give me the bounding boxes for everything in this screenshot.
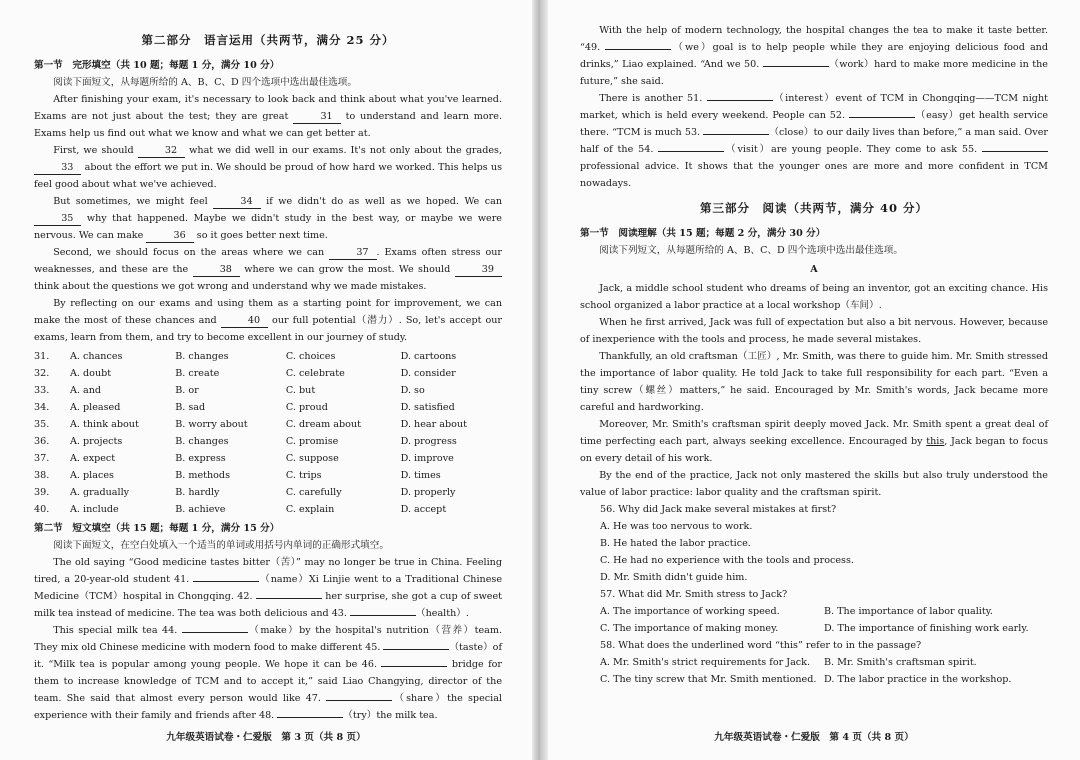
blank-54	[658, 151, 724, 152]
option-a[interactable]: A. include	[70, 504, 119, 515]
blank-42	[256, 598, 322, 599]
reading-paragraph-1: Jack, a middle school student who dreams of being an inventor, got an exciting chance. His school organized a labor practice at a local workshop（车间）.	[580, 283, 1048, 311]
option-c[interactable]: C. trips	[285, 470, 322, 481]
option-a[interactable]: A. projects	[70, 436, 123, 447]
q58-options-row-2	[580, 671, 1048, 688]
q57-options-row-2	[580, 620, 1048, 637]
option-number: 37.	[34, 453, 50, 464]
blank-36: 36	[146, 229, 193, 243]
option-row	[34, 416, 502, 433]
cloze-instruction: 阅读下面短文，从每题所给的 A、B、C、D 四个选项中选出最佳选项。	[53, 77, 357, 88]
option-b[interactable]: B. or	[175, 385, 199, 396]
reading-section-title: 第一节 阅读理解（共 15 题；每题 2 分，满分 30 分）	[580, 228, 826, 239]
option-d[interactable]: D. times	[400, 470, 441, 481]
option-d[interactable]: D. cartoons	[400, 351, 457, 362]
option-number: 39.	[34, 487, 50, 498]
cloze-paragraph-1: After finishing your exam, it's necessary to look back and think about what you've learned. Exams are not just about the test; they are great 31 to understand and learn more. Exams help us find out what we know and what we can get better at.	[34, 94, 502, 139]
option-c[interactable]: C. carefully	[285, 487, 342, 498]
option-c[interactable]: C. dream about	[285, 419, 361, 430]
reading-paragraph-4: Moreover, Mr. Smith's craftsman spirit deeply moved Jack. Mr. Smith spent a great deal of time perfecting each part, always seeking excellence. Encouraged by this, Jack began to focus on every detail of his work.	[580, 419, 1048, 464]
option-a[interactable]: A. places	[70, 470, 114, 481]
fill-blank-instruction: 阅读下面短文，在空白处填入一个适当的单词或用括号内单词的正确形式填空。	[53, 540, 389, 551]
cloze-options-table	[34, 348, 502, 518]
passage-letter: A	[810, 264, 818, 275]
option-d[interactable]: D. hear about	[400, 419, 467, 430]
cloze-paragraph-5: By reflecting on our exams and using them as a starting point for improvement, we can make the most of these chances and 40 our full potential（潜力）. So, let's accept our exams, learn from them, and try to become excellent in our journey of study.	[34, 298, 503, 343]
question-58: 58. What does the underlined word “this” refer to in the passage?	[600, 640, 922, 651]
option-a[interactable]: A. expect	[70, 453, 116, 464]
option-row	[34, 382, 502, 399]
option-number: 35.	[34, 419, 50, 430]
blank-49	[605, 49, 671, 50]
fill-blank-paragraph-3: There is another 51. （interest）event of TCM in Chongqing——TCM night market, which is held every weekend. People can 52. （easy）get health service there. “TCM is much 53. （close）to our daily lives than before,” a man said. Over half of the 54. （visit）are young people. They come to ask 55. professional advice. It shows that the younger ones are more and more confident in TCM nowadays.	[580, 93, 1048, 189]
blank-55	[982, 151, 1048, 152]
option-row	[34, 433, 502, 450]
blank-40: 40	[221, 314, 268, 328]
fill-blank-section-title: 第二节 短文填空（共 15 题；每题 1 分，满分 15 分）	[34, 523, 280, 534]
option-number: 40.	[34, 504, 50, 515]
blank-32: 32	[138, 144, 185, 158]
page-4	[548, 0, 1080, 760]
page-3-footer: 九年级英语试卷・仁爱版 第 3 页（共 8 页）	[166, 732, 366, 743]
blank-33: 33	[34, 161, 81, 175]
blank-53	[703, 134, 769, 135]
option-number: 33.	[34, 385, 50, 396]
option-a[interactable]: A. think about	[70, 419, 139, 430]
option-d[interactable]: D. accept	[400, 504, 447, 515]
option-b[interactable]: B. sad	[175, 402, 206, 413]
q58-option-c[interactable]: C. The tiny screw that Mr. Smith mentioned.	[600, 674, 817, 685]
option-d[interactable]: D. consider	[400, 368, 456, 379]
part-2-title: 第二部分 语言运用（共两节，满分 25 分）	[141, 33, 395, 47]
q58-option-a[interactable]: A. Mr. Smith's strict requirements for Jack.	[600, 657, 811, 668]
blank-48	[277, 717, 343, 718]
blank-35: 35	[34, 212, 81, 226]
option-row	[34, 365, 502, 382]
question-57: 57. What did Mr. Smith stress to Jack?	[600, 589, 788, 600]
option-b[interactable]: B. create	[175, 368, 220, 379]
cloze-section-title: 第一节 完形填空（共 10 题；每题 1 分，满分 10 分）	[34, 60, 280, 71]
question-56: 56. Why did Jack make several mistakes at first?	[600, 504, 837, 515]
option-b[interactable]: B. hardly	[175, 487, 220, 498]
option-a[interactable]: A. gradually	[70, 487, 130, 498]
blank-38: 38	[193, 263, 240, 277]
q56-option-c[interactable]: C. He had no experience with the tools and process.	[600, 555, 854, 566]
option-row	[34, 348, 502, 365]
option-c[interactable]: C. proud	[285, 402, 328, 413]
option-row	[34, 399, 502, 416]
option-b[interactable]: B. methods	[175, 470, 231, 481]
option-c[interactable]: C. promise	[285, 436, 339, 447]
page-3	[0, 0, 532, 760]
cloze-paragraph-2: First, we should 32 what we did well in our exams. It's not only about the grades, 33 about the effort we put in. We should be proud of how hard we worked. This helps us feel good about what we've achieved.	[34, 145, 502, 190]
option-c[interactable]: C. but	[285, 385, 316, 396]
option-a[interactable]: A. and	[70, 385, 102, 396]
option-a[interactable]: A. doubt	[70, 368, 112, 379]
blank-46	[381, 666, 447, 667]
option-b[interactable]: B. achieve	[175, 504, 226, 515]
option-d[interactable]: D. satisfied	[400, 402, 455, 413]
option-b[interactable]: B. express	[175, 453, 226, 464]
q57-option-a[interactable]: A. The importance of working speed.	[600, 606, 780, 617]
option-number: 31.	[34, 351, 50, 362]
option-number: 32.	[34, 368, 50, 379]
option-c[interactable]: C. celebrate	[285, 368, 345, 379]
blank-43	[350, 615, 416, 616]
blank-52	[849, 117, 915, 118]
cloze-paragraph-4: Second, we should focus on the areas where we can 37 . Exams often stress our weaknesses, and these are the 38 where we can grow the most. We should 39 think about the questions we got wrong and understand why we made mistakes.	[34, 247, 502, 292]
part-3-title: 第三部分 阅读（共两节，满分 40 分）	[699, 201, 928, 215]
option-a[interactable]: A. chances	[70, 351, 123, 362]
option-b[interactable]: B. changes	[175, 351, 229, 362]
blank-47	[326, 700, 392, 701]
fill-blank-paragraph-1: The old saying “Good medicine tastes bitter（苦）” may no longer be true in China. Feeling tired, a 20-year-old student 41. （name）Xi Linjie went to a Traditional Chinese Medicine（TCM）hospital in Chongqing. 42. her surprise, she got a cup of sweet milk tea instead of medicine. The tea was both delicious and 43. （health）.	[34, 557, 502, 619]
option-c[interactable]: C. explain	[285, 504, 335, 515]
q56-option-b[interactable]: B. He hated the labor practice.	[600, 538, 751, 549]
option-number: 38.	[34, 470, 50, 481]
option-row	[34, 501, 502, 518]
blank-34: 34	[213, 195, 260, 209]
q58-option-b[interactable]: B. Mr. Smith's craftsman spirit.	[824, 657, 977, 668]
reading-instruction: 阅读下列短文，从每题所给的 A、B、C、D 四个选项中选出最佳选项。	[599, 245, 903, 256]
q57-option-c[interactable]: C. The importance of making money.	[600, 623, 779, 634]
cloze-paragraph-3: But sometimes, we might feel 34 if we didn't do as well as we hoped. We can 35 why that happened. Maybe we didn't study in the best way, or maybe we were nervous. We can make 36 so it goes better next time.	[34, 196, 503, 241]
fill-blank-paragraph-2: This special milk tea 44. （make）by the hospital's nutrition（营养）team. They mix old Chinese medicine with modern food to make different 45. （taste）of it. “Milk tea is popular among young people. We hope it can be 46. bridge for them to increase knowledge of TCM and to accept it,” said Liao Changying, director of the team. She said that almost every person would like 47. （share）the special experience with their family and friends after 48. （try）the milk tea.	[34, 625, 503, 721]
q57-option-b[interactable]: B. The importance of labor quality.	[824, 606, 993, 617]
option-d[interactable]: D. so	[400, 385, 425, 396]
blank-39: 39	[455, 263, 502, 277]
option-c[interactable]: C. choices	[285, 351, 336, 362]
reading-paragraph-2: When he first arrived, Jack was full of expectation but also a bit nervous. However, because of inexperience with the tools and process, he made several mistakes.	[580, 317, 1048, 345]
blank-31: 31	[293, 110, 340, 124]
option-c[interactable]: C. suppose	[285, 453, 339, 464]
reading-paragraph-5: By the end of the practice, Jack not only mastered the skills but also truly understood the value of labor practice: labor quality and the craftsman spirit.	[580, 470, 1048, 498]
blank-51	[707, 100, 773, 101]
blank-44	[182, 632, 248, 633]
page-gutter	[532, 0, 548, 760]
option-d[interactable]: D. properly	[400, 487, 456, 498]
option-b[interactable]: B. changes	[175, 436, 229, 447]
blank-41	[193, 581, 259, 582]
blank-50	[763, 66, 829, 67]
q57-option-d[interactable]: D. The importance of finishing work early.	[824, 623, 1029, 634]
option-row	[34, 450, 502, 467]
page-4-footer: 九年级英语试卷・仁爱版 第 4 页（共 8 页）	[714, 732, 914, 743]
q56-option-a[interactable]: A. He was too nervous to work.	[600, 521, 753, 532]
option-row	[34, 484, 502, 501]
q57-options-row-1	[580, 603, 1048, 620]
q58-option-d[interactable]: D. The labor practice in the workshop.	[824, 674, 1012, 685]
option-d[interactable]: D. improve	[400, 453, 454, 464]
underlined-word-this: this	[926, 436, 945, 447]
option-a[interactable]: A. pleased	[70, 402, 121, 413]
option-row	[34, 467, 502, 484]
option-number: 34.	[34, 402, 50, 413]
fill-blank-continued: With the help of modern technology, the hospital changes the tea to make it taste better. “49. （we）goal is to help people while they are enjoying delicious food and drinks,” Liao explained. “And we 50. （work）hard to make more medicine in the future,” she said.	[580, 25, 1048, 87]
q56-option-d[interactable]: D. Mr. Smith didn't guide him.	[600, 572, 748, 583]
option-b[interactable]: B. worry about	[175, 419, 248, 430]
q58-options-row-1	[580, 654, 1048, 671]
blank-37: 37	[329, 246, 376, 260]
option-number: 36.	[34, 436, 50, 447]
blank-45	[383, 649, 449, 650]
option-d[interactable]: D. progress	[400, 436, 457, 447]
reading-paragraph-3: Thankfully, an old craftsman（工匠）, Mr. Smith, was there to guide him. Mr. Smith stressed the importance of labor quality. He told Jack to take full responsibility for each part. “Even a tiny screw（螺丝）matters,” he said. Encouraged by Mr. Smith's words, Jack became more careful and hardworking.	[580, 351, 1048, 413]
